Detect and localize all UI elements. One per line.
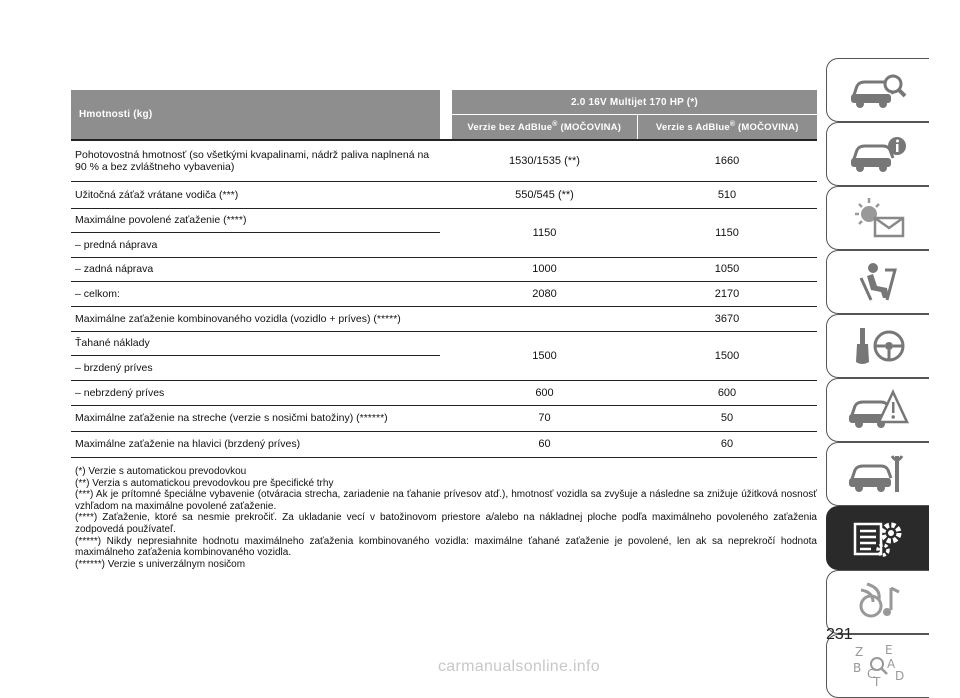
chapter-tab-car-wrench[interactable]: [826, 442, 929, 506]
media-note-icon: [847, 580, 909, 624]
table-row: [71, 380, 817, 405]
table-row: [71, 431, 817, 457]
chapter-tab-car-warning[interactable]: [826, 378, 929, 442]
footnote: (*) Verzie s automatickou prevodovkou: [75, 466, 247, 477]
index-letter: A: [887, 657, 896, 671]
car-search-icon: [847, 68, 909, 112]
value-with-adblue: 60: [637, 431, 817, 457]
index-letter: E: [885, 644, 893, 657]
value-without-adblue: 600: [452, 380, 637, 405]
footnote: (******) Verzie s univerzálnym nosičom: [75, 558, 246, 570]
chapter-tab-car-search[interactable]: [826, 58, 929, 122]
row-label: Maximálne povolené zaťaženie (****): [71, 208, 440, 232]
table-row: [71, 281, 817, 306]
table-header-label: Hmotnosti (kg): [71, 90, 440, 140]
sun-envelope-icon: [847, 196, 909, 240]
value-without-adblue: 550/545 (**): [452, 181, 637, 208]
value-without-adblue: 70: [452, 405, 637, 431]
index-letter: Z: [855, 645, 864, 659]
table-row: [71, 306, 817, 331]
chapter-tab-car-info[interactable]: [826, 122, 929, 186]
footnote: (***) Ak je prítomné špeciálne vybavenie (otváracia strecha, zariadenie na ťahanie prívesov atď.), hmotnosť vozidla sa zvyšuje a následne sa znižuje úžitková nosnosť vzhľadom na maximálne povolené zaťaženie.: [75, 489, 817, 512]
value-with-adblue: 1150: [637, 208, 817, 257]
chapter-tab-key-steering[interactable]: [826, 314, 929, 378]
footnote: (****) Zaťaženie, ktoré sa nesmie prekročiť. Za ukladanie vecí v batožinovom priestore a/alebo na nákladnej ploche podľa maximálneho povoleného zaťaženia zodpovedá používateľ.: [75, 512, 817, 535]
value-without-adblue: 1150: [452, 208, 637, 257]
row-label: – brzdený príves: [71, 355, 440, 380]
footnotes: [75, 466, 817, 570]
key-steering-icon: [847, 324, 909, 368]
chapter-tab-media[interactable]: [826, 570, 929, 634]
row-label: – nebrzdený príves: [71, 380, 440, 405]
table-header-with-adblue: Verzie s AdBlue® (MOČOVINA): [637, 115, 817, 141]
row-label: Pohotovostná hmotnosť (so všetkými kvapalinami, nádrž paliva naplnená na 90 % a bez zvláštneho vybavenia): [71, 140, 440, 181]
value-with-adblue: 510: [637, 181, 817, 208]
row-label: Maximálne zaťaženie kombinovaného vozidla (vozidlo + príves) (*****): [71, 306, 637, 331]
index-letter: B: [853, 661, 862, 675]
index-letter: C: [867, 667, 876, 681]
chapter-tab-sun-envelope[interactable]: [826, 186, 929, 250]
row-label: Užitočná záťaž vrátane vodiča (***): [71, 181, 440, 208]
value-without-adblue: 60: [452, 431, 637, 457]
table-row: [71, 331, 817, 355]
value-without-adblue: 1500: [452, 331, 637, 380]
table-row: [71, 140, 817, 181]
car-wrench-icon: [847, 452, 909, 496]
index-letters-icon: [847, 644, 909, 688]
car-info-icon: [847, 132, 909, 176]
car-warning-icon: [847, 388, 909, 432]
value-with-adblue: 3670: [637, 306, 817, 331]
row-label: Maximálne zaťaženie na hlavici (brzdený príves): [71, 431, 440, 457]
value-with-adblue: 1050: [637, 257, 817, 281]
footnote: (*****) Nikdy nepresiahnite hodnotu maximálneho zaťaženia kombinovaného vozidla: maximálne ťahané zaťaženie je povolené, len ak sa neprekročí hodnota maximálneho zaťaženia kombinovaného vozidla.: [75, 535, 817, 559]
row-label: – celkom:: [71, 281, 440, 306]
chapter-tab-airbag-seat[interactable]: [826, 250, 929, 314]
table-row: [71, 405, 817, 431]
specs-gear-icon: [847, 516, 909, 560]
row-label: – predná náprava: [71, 232, 440, 257]
value-without-adblue: 1000: [452, 257, 637, 281]
weights-table: [71, 90, 817, 458]
airbag-seat-icon: [847, 260, 909, 304]
value-with-adblue: 50: [637, 405, 817, 431]
table-header-without-adblue: Verzie bez AdBlue® (MOČOVINA): [452, 115, 637, 141]
footnote: (**) Verzia s automatickou prevodovkou pre špecifické trhy: [75, 477, 334, 489]
table-row: [71, 208, 817, 232]
row-label: Ťahané náklady: [71, 331, 440, 355]
value-without-adblue: 2080: [452, 281, 637, 306]
row-label: Maximálne zaťaženie na streche (verzie s nosičmi batožiny) (******): [71, 405, 440, 431]
chapter-tab-specs[interactable]: [826, 506, 929, 570]
table-row: [71, 257, 817, 281]
value-with-adblue: 1500: [637, 331, 817, 380]
value-with-adblue: 1660: [637, 140, 817, 181]
index-letter: T: [873, 675, 881, 688]
value-with-adblue: 2170: [637, 281, 817, 306]
weights-table-wrapper: [71, 90, 817, 458]
watermark: carmanualsonline.info: [438, 658, 600, 675]
table-header-engine: 2.0 16V Multijet 170 HP (*): [452, 90, 817, 115]
index-letter: D: [895, 669, 905, 683]
row-label: – zadná náprava: [71, 257, 440, 281]
value-without-adblue: 1530/1535 (**): [452, 140, 637, 181]
value-with-adblue: 600: [637, 380, 817, 405]
table-row: [71, 181, 817, 208]
page-number: 231: [826, 626, 853, 643]
